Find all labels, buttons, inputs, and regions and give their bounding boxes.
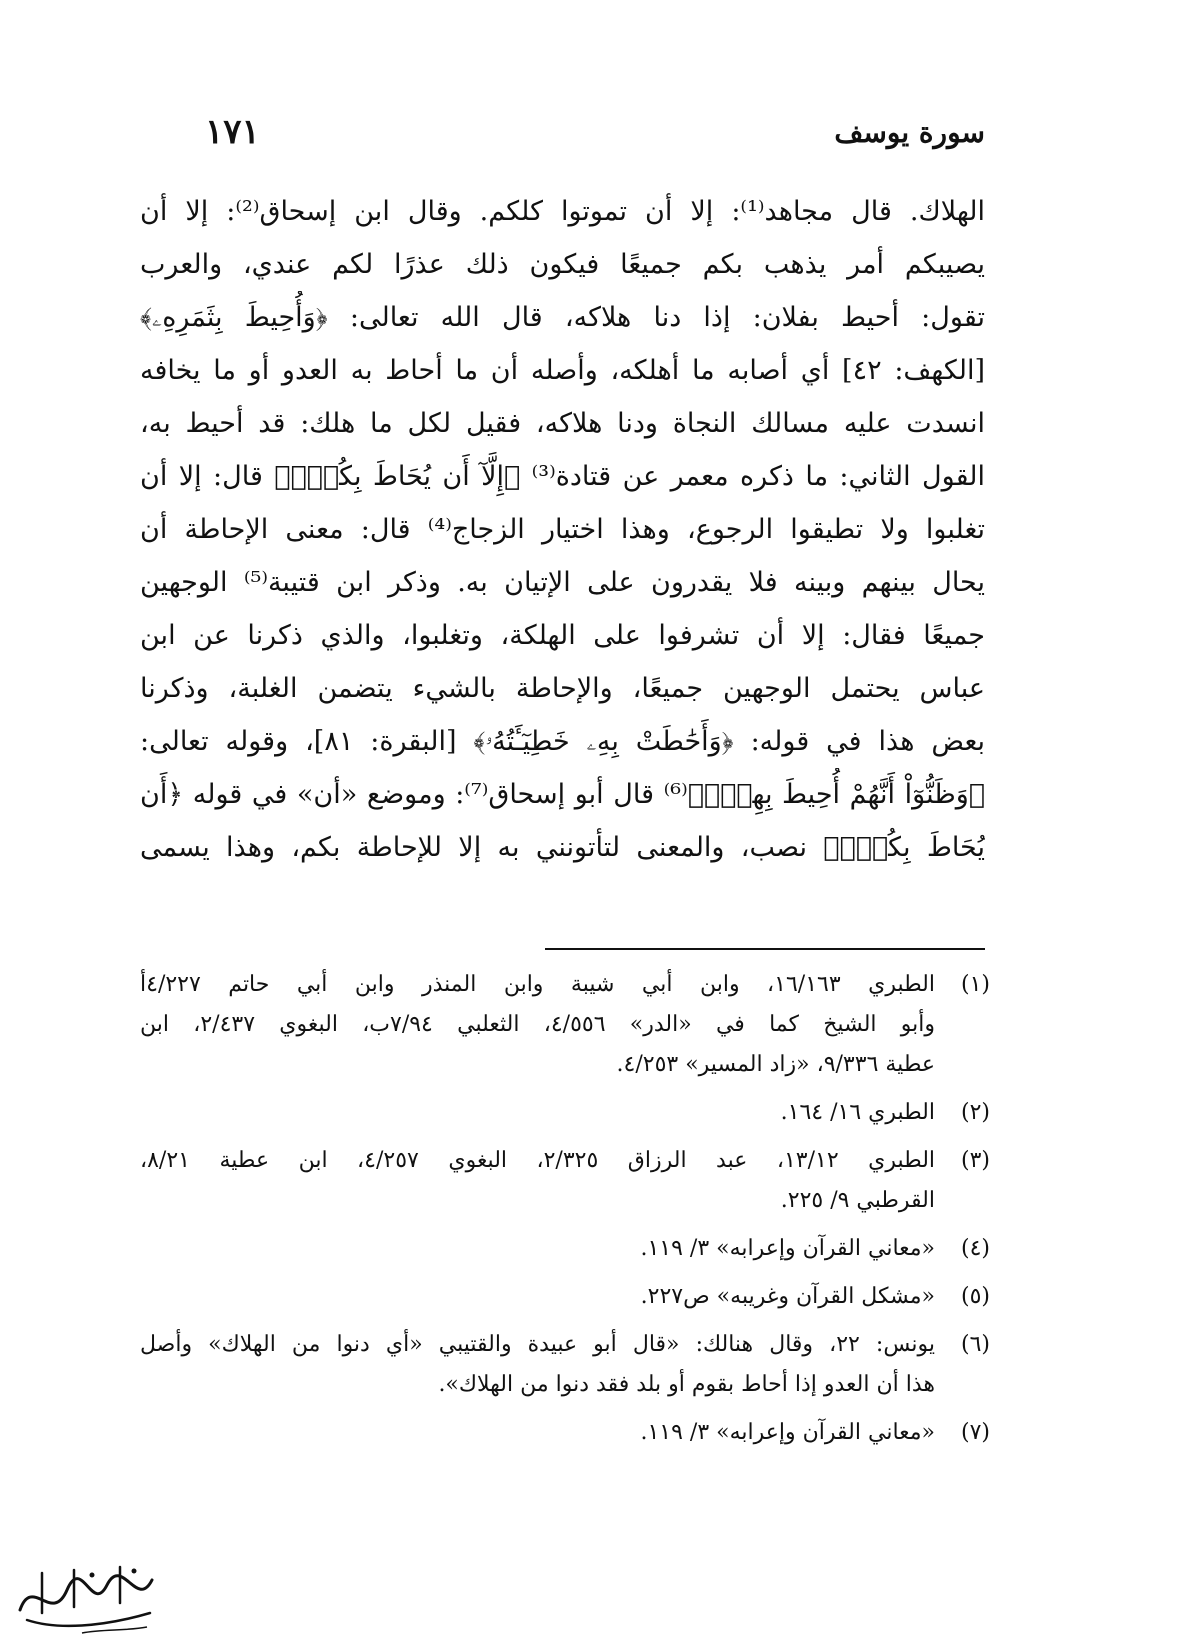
footnote-number: (٦) bbox=[960, 1332, 990, 1357]
footnote-number: (٣) bbox=[960, 1148, 990, 1173]
running-head: سورة يوسف bbox=[834, 116, 985, 149]
text-line: تقول: أحيط بفلان: إذا دنا هلاكه، قال الله تعالى: ﴿وَأُحِيطَ بِثَمَرِهِۦ﴾ bbox=[140, 302, 985, 333]
footnote-line: «معاني القرآن وإعرابه» ٣/ ١١٩. bbox=[640, 1420, 935, 1445]
calligraphy-seal-logo bbox=[12, 1555, 162, 1640]
page-header bbox=[205, 112, 985, 162]
footnote bbox=[140, 965, 990, 1085]
footnote-line: وأبو الشيخ كما في «الدر» ٤/٥٥٦، الثعلبي ٧/٩٤ب، البغوي ٢/٤٣٧، ابن bbox=[140, 1012, 935, 1037]
footnote-line: يونس: ٢٢، وقال هنالك: «قال أبو عبيدة والقتيبي «أي دنوا من الهلاك» وأصل bbox=[140, 1332, 935, 1357]
footnote-number: (٥) bbox=[960, 1284, 990, 1309]
footnote-line: «معاني القرآن وإعرابه» ٣/ ١١٩. bbox=[640, 1236, 935, 1261]
text-line: بعض هذا في قوله: ﴿وَأَحَٰطَتْ بِهِۦ خَطِيٓـَٔتُهُۥ﴾ [البقرة: ٨١]، وقوله تعالى: bbox=[140, 726, 985, 757]
footnote-line: هذا أن العدو إذا أحاط بقوم أو بلد فقد دنوا من الهلاك». bbox=[438, 1372, 935, 1397]
text-line: انسدت عليه مسالك النجاة ودنا هلاكه، فقيل لكل ما هلك: قد أحيط به، bbox=[140, 408, 985, 439]
footnote bbox=[140, 1141, 990, 1221]
text-line: يحال بينهم وبينه فلا يقدرون على الإتيان به. وذكر ابن قتيبة⁽⁵⁾ الوجهين bbox=[140, 567, 985, 598]
text-line: جميعًا فقال: إلا أن تشرفوا على الهلكة، وتغلبوا، والذي ذكرنا عن ابن bbox=[140, 620, 985, 651]
text-line: عباس يحتمل الوجهين جميعًا، والإحاطة بالشيء يتضمن الغلبة، وذكرنا bbox=[140, 673, 985, 704]
footnote-line: الطبري ١٦/ ١٦٤. bbox=[780, 1100, 935, 1125]
text-line: ﴿وَظَنُّوٓاْ أَنَّهُمْ أُحِيطَ بِهِمْۙ﴾⁽⁶⁾ قال أبو إسحاق⁽⁷⁾: وموضع «أن» في قوله ﴿أَن bbox=[140, 779, 985, 810]
text-line: يصيبكم أمر يذهب بكم جميعًا فيكون ذلك عذرًا لكم عندي، والعرب bbox=[140, 249, 985, 280]
text-line: [الكهف: ٤٢] أي أصابه ما أهلكه، وأصله أن ما أحاط به العدو أو ما يخافه bbox=[140, 355, 985, 386]
footnote bbox=[140, 1277, 990, 1317]
footnote-number: (٧) bbox=[960, 1420, 990, 1445]
text-line: الهلاك. قال مجاهد⁽¹⁾: إلا أن تموتوا كلكم. وقال ابن إسحاق⁽²⁾: إلا أن bbox=[140, 196, 985, 227]
footnote-line: عطية ٩/٣٣٦، «زاد المسير» ٤/٢٥٣. bbox=[616, 1052, 935, 1077]
main-text bbox=[140, 185, 985, 874]
footnote-separator bbox=[545, 948, 985, 950]
footnote bbox=[140, 1325, 990, 1405]
footnote bbox=[140, 1413, 990, 1453]
text-line: تغلبوا ولا تطيقوا الرجوع، وهذا اختيار الزجاج⁽⁴⁾ قال: معنى الإحاطة أن bbox=[140, 514, 985, 545]
footnote-line: الطبري ١٦/١٦٣، وابن أبي شيبة وابن المنذر وابن أبي حاتم ٤/٢٢٧أ bbox=[140, 972, 935, 997]
text-line: القول الثاني: ما ذكره معمر عن قتادة⁽³⁾ ﴿إِلَّآ أَن يُحَاطَ بِكُمْۖ﴾ قال: إلا أن bbox=[140, 461, 985, 492]
text-line: يُحَاطَ بِكُمْۖ﴾ نصب، والمعنى لتأتونني به إلا للإحاطة بكم، وهذا يسمى bbox=[140, 832, 985, 863]
footnote bbox=[140, 1093, 990, 1133]
footnote bbox=[140, 1229, 990, 1269]
page-number: ١٧١ bbox=[205, 112, 260, 152]
footnote-number: (٤) bbox=[960, 1236, 990, 1261]
footnote-line: القرطبي ٩/ ٢٢٥. bbox=[780, 1188, 935, 1213]
footnote-line: الطبري ١٣/١٢، عبد الرزاق ٢/٣٢٥، البغوي ٤/٢٥٧، ابن عطية ٨/٢١، bbox=[140, 1148, 935, 1173]
footnote-line: «مشكل القرآن وغريبه» ص٢٢٧. bbox=[640, 1284, 935, 1309]
footnotes bbox=[140, 965, 990, 1461]
footnote-number: (٢) bbox=[960, 1100, 990, 1125]
footnote-number: (١) bbox=[960, 972, 990, 997]
